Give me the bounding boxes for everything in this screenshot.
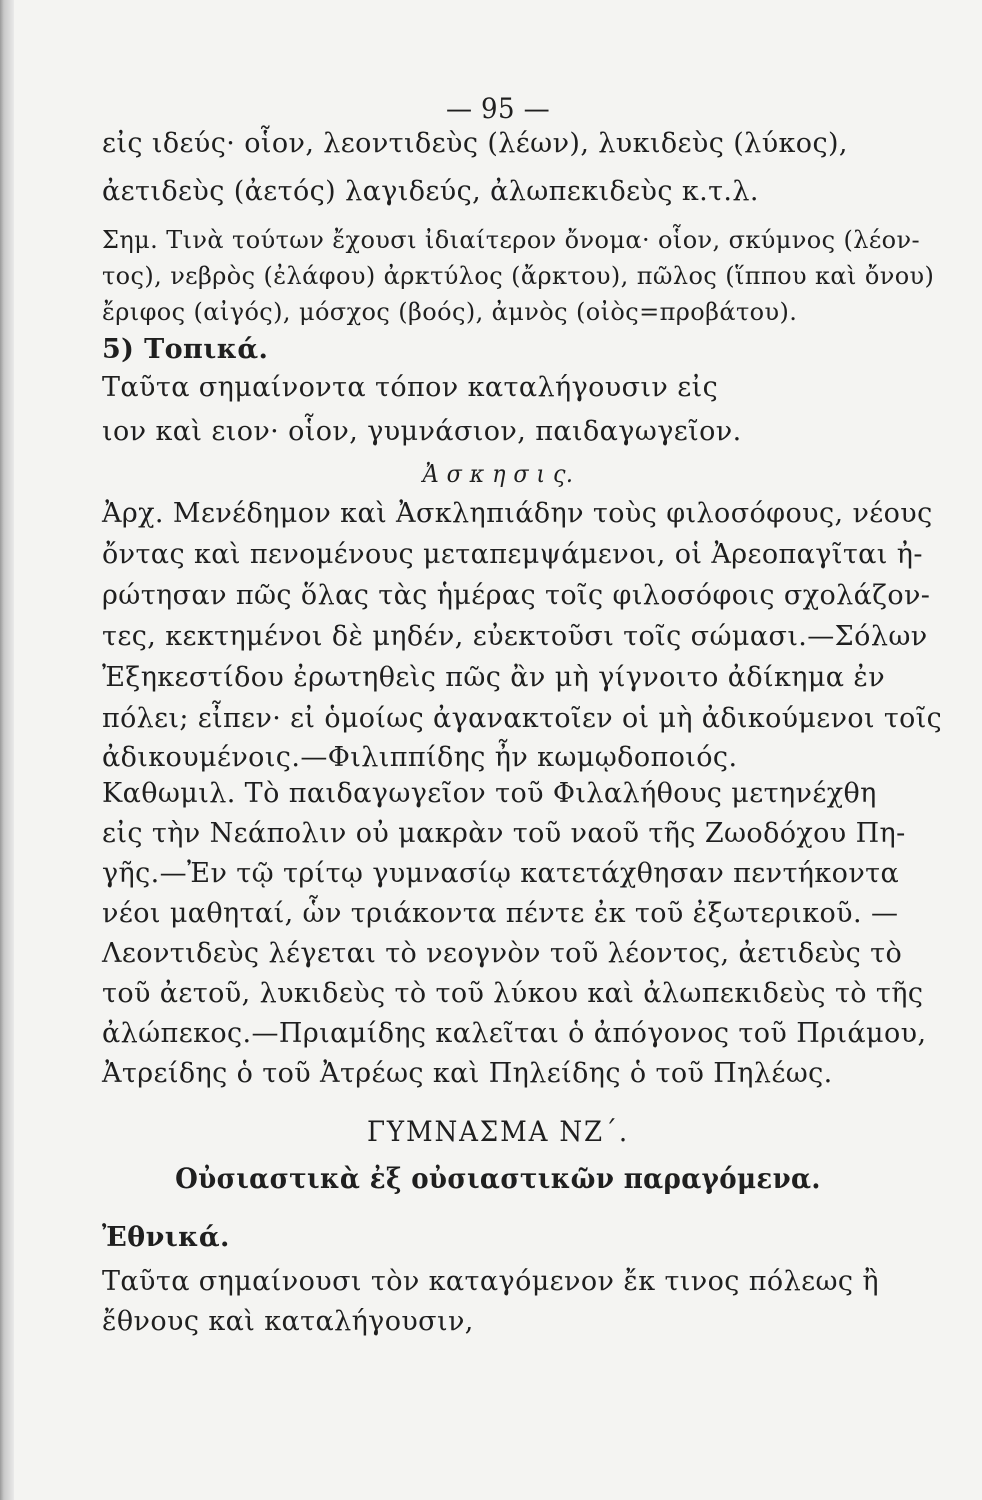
text-line-4: ιον καὶ ειον· οἷον, γυμνάσιον, παιδαγωγεῖον.	[102, 416, 742, 447]
modern-line-5: Λεοντιδεὺς λέγεται τὸ νεογνὸν τοῦ λέοντος, ἀετιδεὺς τὸ	[102, 938, 903, 969]
book-binding-shadow	[0, 0, 14, 1500]
exercise-line-2: ὄντας καὶ πενομένους μεταπεμψάμενοι, οἱ Ἀρεοπαγῖται ἠ-	[102, 539, 923, 570]
exercise-line-1: Ἀρχ. Μενέδημον καὶ Ἀσκληπιάδην τοὺς φιλοσόφους, νέους	[102, 498, 933, 529]
exercise-line-7: ἀδικουμένοις.—Φιλιππίδης ἦν κωμῳδοποιός.	[102, 742, 738, 773]
modern-line-4: νέοι μαθηταί, ὧν τριάκοντα πέντε ἐκ τοῦ ἐξωτερικοῦ. —	[102, 898, 899, 929]
subsection-title: Ἐθνικά.	[102, 1222, 230, 1253]
tail-line-1: Ταῦτα σημαίνουσι τὸν καταγόμενον ἔκ τινος πόλεως ἢ	[102, 1266, 879, 1297]
tail-line-2: ἔθνους καὶ καταλήγουσιν,	[102, 1306, 474, 1337]
modern-line-2: εἰς τὴν Νεάπολιν οὐ μακρὰν τοῦ ναοῦ τῆς Ζωοδόχου Πη-	[102, 818, 906, 849]
modern-line-6: τοῦ ἀετοῦ, λυκιδεὺς τὸ τοῦ λύκου καὶ ἀλωπεκιδεὺς τὸ τῆς	[102, 978, 924, 1009]
modern-line-7: ἀλώπεκος.—Πριαμίδης καλεῖται ὁ ἀπόγονος τοῦ Πριάμου,	[102, 1018, 927, 1049]
note-line-1: Σημ. Τινὰ τούτων ἔχουσι ἰδιαίτερον ὄνομα· οἷον, σκύμνος (λέον-	[102, 226, 921, 254]
exercise-line-4: τες, κεκτημένοι δὲ μηδέν, εὐεκτοῦσι τοῖς σώμασι.—Σόλων	[102, 621, 928, 652]
exercise-title: Ἀ σ κ η σ ι ς.	[422, 460, 574, 488]
modern-line-8: Ἀτρείδης ὁ τοῦ Ἀτρέως καὶ Πηλείδης ὁ τοῦ Πηλέως.	[102, 1058, 833, 1089]
note-line-3: ἔριφος (αἰγός), μόσχος (βοός), ἀμνὸς (οἰὸς=προβάτου).	[102, 298, 798, 326]
modern-line-3: γῆς.—Ἐν τῷ τρίτῳ γυμνασίῳ κατετάχθησαν πεντήκοντα	[102, 858, 900, 889]
exercise-heading: ΓΥΜΝΑΣΜΑ ΝΖ΄.	[366, 1115, 630, 1148]
text-line-3: Ταῦτα σημαίνοντα τόπον καταλήγουσιν εἰς	[102, 372, 719, 403]
text-line-1: εἰς ιδεύς· οἷον, λεοντιδεὺς (λέων), λυκιδεὺς (λύκος),	[102, 128, 848, 159]
page-number: — 95 —	[445, 92, 551, 125]
section-title-local: 5) Τοπικά.	[102, 334, 269, 365]
exercise-line-5: Ἐξηκεστίδου ἐρωτηθεὶς πῶς ἂν μὴ γίγνοιτο ἀδίκημα ἐν	[102, 662, 886, 693]
section-subheading: Οὐσιαστικὰ ἐξ οὐσιαστικῶν παραγόμενα.	[175, 1162, 821, 1195]
exercise-line-6: πόλει; εἶπεν· εἰ ὁμοίως ἀγανακτοῖεν οἱ μὴ ἀδικούμενοι τοῖς	[102, 703, 943, 734]
book-page	[14, 0, 982, 1500]
text-line-2: ἀετιδεὺς (ἀετός) λαγιδεύς, ἀλωπεκιδεὺς κ.τ.λ.	[102, 176, 759, 207]
modern-line-1: Καθωμιλ. Τὸ παιδαγωγεῖον τοῦ Φιλαλήθους μετηνέχθη	[102, 778, 877, 809]
exercise-line-3: ρώτησαν πῶς ὅλας τὰς ἡμέρας τοῖς φιλοσόφοις σχολάζον-	[102, 580, 931, 611]
note-line-2: τος), νεβρὸς (ἐλάφου) ἀρκτύλος (ἄρκτου), πῶλος (ἵππου καὶ ὄνου)	[102, 262, 935, 290]
